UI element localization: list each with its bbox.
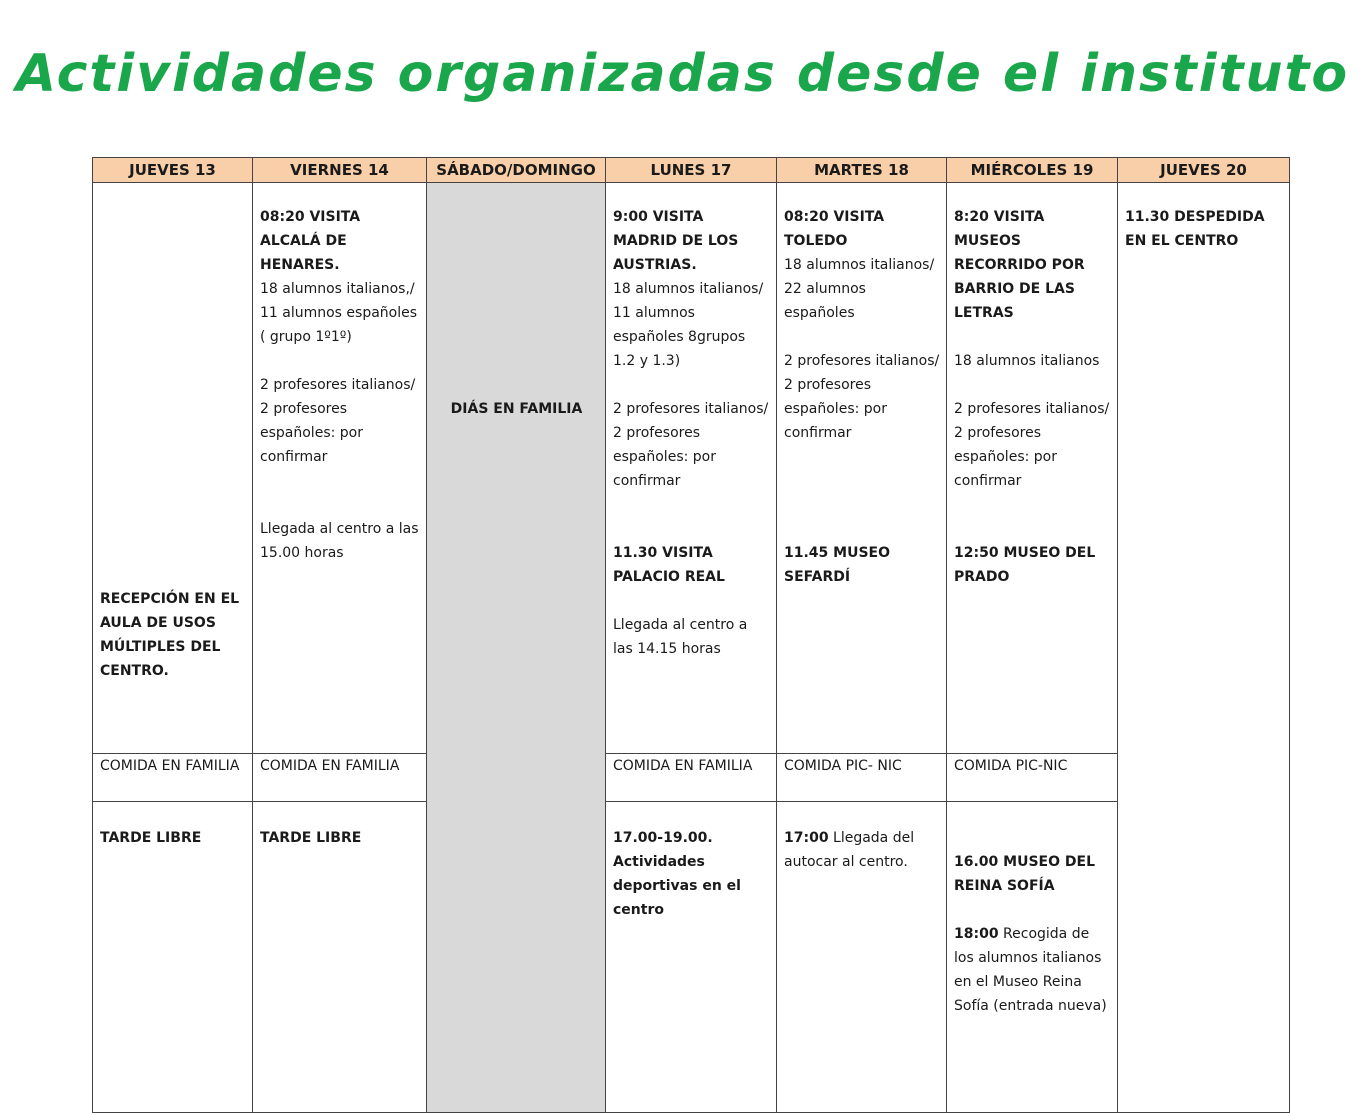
viernes14-afternoon: TARDE LIBRE <box>260 830 362 846</box>
weekend-cell <box>427 183 606 1113</box>
jueves13-morning-cell <box>93 183 253 754</box>
lunes17-arrival: Llegada al centro a las 14.15 horas <box>613 617 748 657</box>
lunch-row <box>93 754 1290 802</box>
jueves13-lunch: COMIDA EN FAMILIA <box>93 754 253 802</box>
miercoles19-visit: 8:20 VISITA MUSEOS RECORRIDO POR BARRIO DE LAS LETRAS <box>954 209 1085 321</box>
header-viernes-14: VIERNES 14 <box>253 158 427 183</box>
miercoles19-pickup-time: 18:00 <box>954 926 999 942</box>
martes18-lunch: COMIDA PIC- NIC <box>777 754 947 802</box>
viernes14-arrival: Llegada al centro a las 15.00 horas <box>260 521 419 561</box>
miercoles19-afternoon-cell <box>947 802 1118 1113</box>
viernes14-afternoon-cell <box>253 802 427 1113</box>
martes18-morning-cell <box>777 183 947 754</box>
martes18-teachers: 2 profesores italianos/ 2 profesores españoles: por confirmar <box>784 353 940 441</box>
afternoon-row <box>93 802 1290 1113</box>
header-miercoles-19: MIÉRCOLES 19 <box>947 158 1118 183</box>
jueves13-afternoon-cell <box>93 802 253 1113</box>
viernes14-teachers: 2 profesores italianos/ 2 profesores españoles: por confirmar <box>260 377 416 465</box>
viernes14-lunch: COMIDA EN FAMILIA <box>253 754 427 802</box>
martes18-visit2: 11.45 MUSEO SEFARDÍ <box>784 545 891 585</box>
viernes14-students: 18 alumnos italianos,/ 11 alumnos españoles ( grupo 1º1º) <box>260 281 418 345</box>
viernes14-morning-cell <box>253 183 427 754</box>
jueves13-afternoon: TARDE LIBRE <box>100 830 202 846</box>
lunes17-afternoon-cell <box>606 802 777 1113</box>
header-martes-18: MARTES 18 <box>777 158 947 183</box>
jueves20-farewell: 11.30 DESPEDIDA EN EL CENTRO <box>1125 209 1265 249</box>
viernes14-visit: 08:20 VISITA ALCALÁ DE HENARES. <box>260 209 361 273</box>
martes18-afternoon-time: 17:00 <box>784 830 829 846</box>
miercoles19-lunch: COMIDA PIC-NIC <box>947 754 1118 802</box>
lunes17-visit: 9:00 VISITA MADRID DE LOS AUSTRIAS. <box>613 209 739 273</box>
schedule-table <box>92 157 1290 1113</box>
header-lunes-17: LUNES 17 <box>606 158 777 183</box>
jueves20-cell <box>1118 183 1290 1113</box>
lunes17-students: 18 alumnos italianos/ 11 alumnos españoles 8grupos 1.2 y 1.3) <box>613 281 764 369</box>
miercoles19-afternoon: 16.00 MUSEO DEL REINA SOFÍA <box>954 854 1095 894</box>
header-row <box>93 158 1290 183</box>
morning-row <box>93 183 1290 754</box>
miercoles19-students: 18 alumnos italianos <box>954 353 1100 369</box>
miercoles19-morning-cell <box>947 183 1118 754</box>
header-jueves-13: JUEVES 13 <box>93 158 253 183</box>
lunes17-visit2: 11.30 VISITA PALACIO REAL <box>613 545 725 585</box>
martes18-students: 18 alumnos italianos/ 22 alumnos españoles <box>784 257 935 321</box>
miercoles19-pickup <box>954 922 1111 1018</box>
lunes17-teachers: 2 profesores italianos/ 2 profesores españoles: por confirmar <box>613 401 769 489</box>
page-title: Actividades organizadas desde el instituto <box>15 44 1350 104</box>
miercoles19-teachers: 2 profesores italianos/ 2 profesores españoles: por confirmar <box>954 401 1110 489</box>
header-sabado-domingo: SÁBADO/DOMINGO <box>427 158 606 183</box>
lunes17-morning-cell <box>606 183 777 754</box>
martes18-afternoon-cell <box>777 802 947 1113</box>
martes18-afternoon-text: Llegada del autocar al centro. <box>784 830 915 870</box>
lunes17-afternoon: 17.00-19.00. Actividades deportivas en el centro <box>613 830 741 918</box>
jueves13-reception: RECEPCIÓN EN EL AULA DE USOS MÚLTIPLES DEL CENTRO. <box>100 591 240 679</box>
lunes17-lunch: COMIDA EN FAMILIA <box>606 754 777 802</box>
miercoles19-visit2: 12:50 MUSEO DEL PRADO <box>954 545 1096 585</box>
miercoles19-pickup-text: Recogida de los alumnos italianos en el Museo Reina Sofía (entrada nueva) <box>954 926 1107 1014</box>
martes18-visit: 08:20 VISITA TOLEDO <box>784 209 885 249</box>
weekend-label: DIÁS EN FAMILIA <box>450 401 583 417</box>
header-jueves-20: JUEVES 20 <box>1118 158 1290 183</box>
martes18-afternoon <box>784 826 940 874</box>
